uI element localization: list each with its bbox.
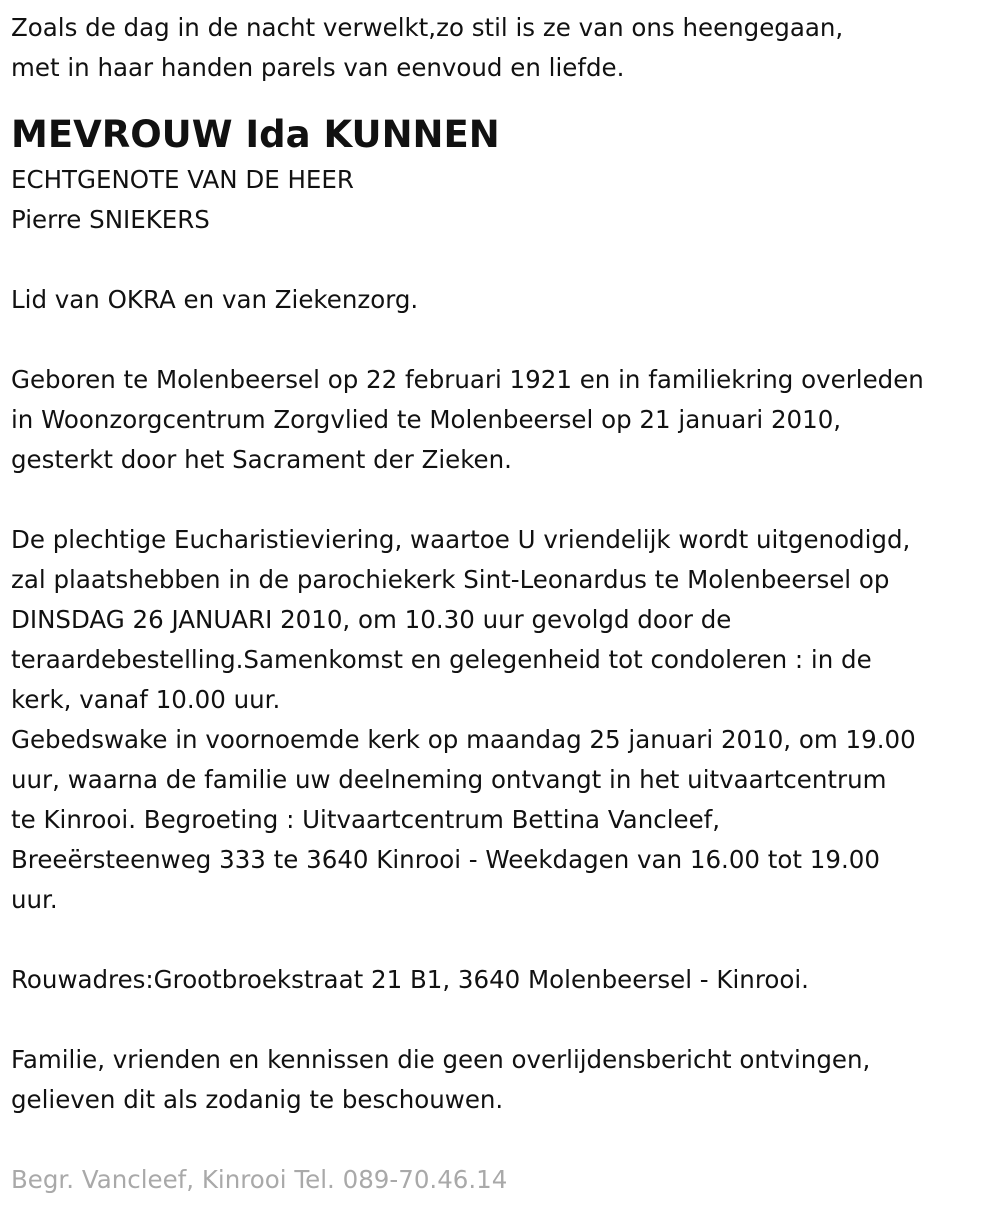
paragraph-line: teraardebestelling.Samenkomst en gelegenheid tot condoleren : in de — [11, 645, 872, 674]
paragraph-line: Gebedswake in voornoemde kerk op maandag 25 januari 2010, om 19.00 — [11, 725, 916, 754]
membership — [11, 280, 1000, 320]
paragraph-line: De plechtige Eucharistieviering, waartoe U vriendelijk wordt uitgenodigd, — [11, 525, 911, 554]
funeral-home-footer: Begr. Vancleef, Kinrooi Tel. 089-70.46.14 — [11, 1165, 508, 1194]
spacer — [11, 1000, 1000, 1040]
paragraph-line: kerk, vanaf 10.00 uur. — [11, 685, 281, 714]
membership-line: Lid van OKRA en van Ziekenzorg. — [11, 285, 419, 314]
birth-death-paragraph — [11, 360, 1000, 480]
paragraph-line: te Kinrooi. Begroeting : Uitvaartcentrum Bettina Vancleef, — [11, 805, 721, 834]
paragraph-line: in Woonzorgcentrum Zorgvlied te Molenbeersel op 21 januari 2010, — [11, 405, 842, 434]
notice-paragraph — [11, 1040, 1000, 1120]
paragraph-line: gesterkt door het Sacrament der Zieken. — [11, 445, 512, 474]
address-line: Rouwadres:Grootbroekstraat 21 B1, 3640 Molenbeersel - Kinrooi. — [11, 965, 809, 994]
spacer — [11, 1120, 1000, 1160]
paragraph-line: uur. — [11, 885, 58, 914]
spacer — [11, 920, 1000, 960]
poem — [11, 8, 1000, 88]
paragraph-line: zal plaatshebben in de parochiekerk Sint-Leonardus te Molenbeersel op — [11, 565, 890, 594]
spouse-block — [11, 160, 1000, 240]
paragraph-line: DINSDAG 26 JANUARI 2010, om 10.30 uur gevolgd door de — [11, 605, 732, 634]
poem-line: met in haar handen parels van eenvoud en liefde. — [11, 53, 625, 82]
paragraph-line: Breeërsteenweg 333 te 3640 Kinrooi - Weekdagen van 16.00 tot 19.00 — [11, 845, 880, 874]
spacer — [11, 240, 1000, 280]
paragraph-line: Geboren te Molenbeersel op 22 februari 1921 en in familiekring overleden — [11, 365, 924, 394]
spacer — [11, 480, 1000, 520]
poem-line: Zoals de dag in de nacht verwelkt,zo stil is ze van ons heengegaan, — [11, 13, 844, 42]
spouse-label: ECHTGENOTE VAN DE HEER — [11, 165, 354, 194]
paragraph-line: Familie, vrienden en kennissen die geen overlijdensbericht ontvingen, — [11, 1045, 871, 1074]
paragraph-line: uur, waarna de familie uw deelneming ontvangt in het uitvaartcentrum — [11, 765, 887, 794]
spacer — [11, 320, 1000, 360]
paragraph-line: gelieven dit als zodanig te beschouwen. — [11, 1085, 504, 1114]
ceremony-paragraph — [11, 520, 1000, 920]
spouse-name: Pierre SNIEKERS — [11, 205, 210, 234]
deceased-name: MEVROUW Ida KUNNEN — [11, 113, 500, 156]
mourning-address — [11, 960, 1000, 1000]
